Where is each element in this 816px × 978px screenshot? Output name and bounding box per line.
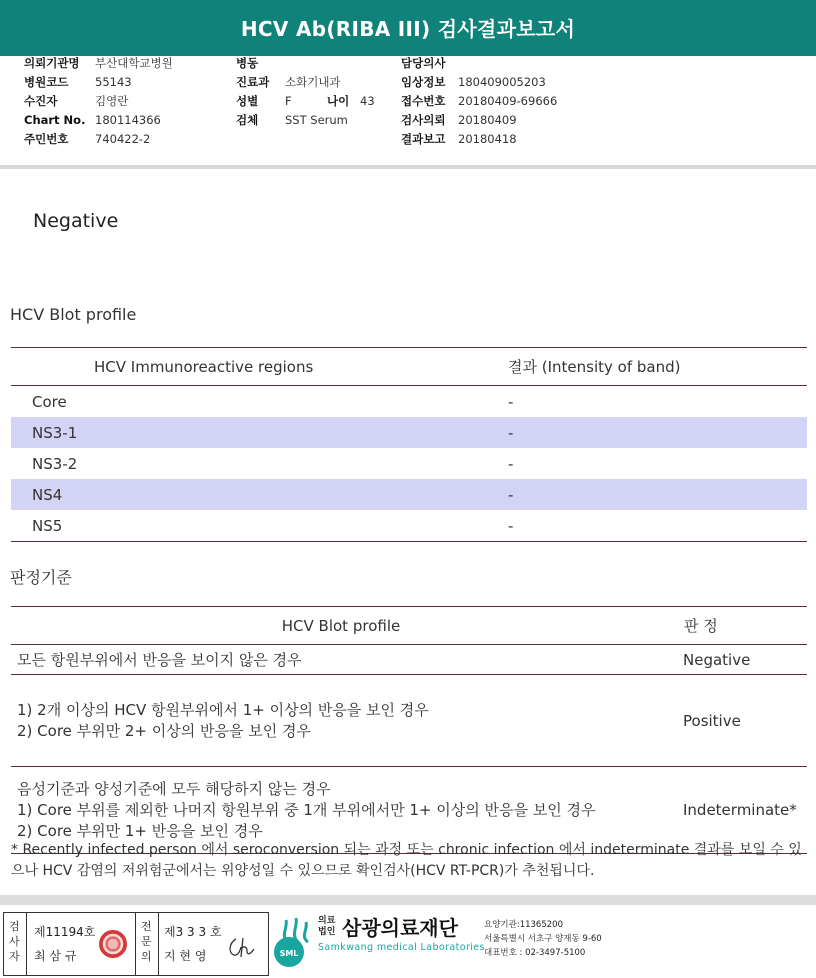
specialist-label-cell <box>135 913 159 975</box>
specimen-value: SST Serum <box>285 113 348 127</box>
report-title: HCV Ab(RIBA III) 검사결과보고서 <box>240 17 576 41</box>
org-phone: 대표번호 : 02-3497-5100 <box>484 948 586 958</box>
footer-separator <box>0 895 816 905</box>
blot-section-title: HCV Blot profile <box>10 305 137 324</box>
ward-label: 병동 <box>236 56 259 70</box>
criteria-cell <box>11 675 671 767</box>
result-cell: - <box>508 417 807 448</box>
region-cell: NS5 <box>11 510 508 542</box>
seal-icon <box>99 930 127 958</box>
institution-value: 부산대학교병원 <box>95 56 173 70</box>
physician-label: 담당의사 <box>401 56 446 70</box>
criteria-section-title: 판정기준 <box>10 568 72 587</box>
criteria-line: 음성기준과 양성기준에 모두 해당하지 않는 경우 <box>17 779 331 798</box>
sex-label: 성별 <box>236 94 259 108</box>
department-value: 소화기내과 <box>285 75 341 89</box>
chart-no-value: 180114366 <box>95 113 161 127</box>
result-cell: - <box>508 392 514 411</box>
report-header <box>0 0 816 56</box>
signature-box <box>3 912 269 976</box>
criteria-cell <box>11 645 671 675</box>
intensity-header: 결과 (Intensity of band) <box>508 348 807 386</box>
receipt-no-value: 20180409-69666 <box>458 94 558 108</box>
request-date-value: 20180409 <box>458 113 517 127</box>
patient-name-value: 김영란 <box>95 94 129 108</box>
table-row <box>11 645 807 675</box>
footnote: * Recently infected person 에서 seroconversion 되는 과정 또는 chronic infection 에서 indeterminate 결과를 보일 수 있으나 HCV 감염의 저위험군에서는 위양성일 수 있으므로 확인검사(HCV RT-PCR)가 추천됩니다. <box>11 842 802 879</box>
report-date-label: 결과보고 <box>401 132 446 146</box>
table-row <box>11 417 807 448</box>
verdict-cell: Positive <box>671 675 807 767</box>
department-label: 진료과 <box>236 75 270 89</box>
tester-label-cell <box>4 913 27 975</box>
clinical-info-label: 임상정보 <box>401 75 446 89</box>
verdict-cell: Negative <box>671 645 807 675</box>
specialist-no: 제3 3 3 호 <box>164 925 222 939</box>
table-row <box>11 479 807 510</box>
institution-label: 의뢰기관명 <box>24 56 80 70</box>
blot-profile-table <box>11 347 807 542</box>
profile-header: HCV Blot profile <box>11 607 671 645</box>
region-cell: Core <box>32 392 67 411</box>
result-cell: - <box>508 510 807 542</box>
table-row <box>11 510 807 542</box>
header-separator <box>0 165 816 169</box>
criteria-line: 2) Core 부위만 2+ 이상의 반응을 보인 경우 <box>17 721 311 740</box>
org-type: 의료법인 <box>318 916 336 937</box>
region-cell: NS3-1 <box>11 417 508 448</box>
region-cell: NS3-2 <box>32 454 78 473</box>
sex-value: F <box>285 94 292 108</box>
criteria-line: 모든 항원부위에서 반응을 보이지 않은 경우 <box>17 651 302 669</box>
patient-info-col1 <box>24 54 173 149</box>
patient-info-col2 <box>236 54 375 130</box>
sml-logo-icon <box>272 914 318 968</box>
criteria-line: 2) Core 부위만 1+ 반응을 보인 경우 <box>17 821 263 840</box>
criteria-line: 1) 2개 이상의 HCV 항원부위에서 1+ 이상의 반응을 보인 경우 <box>17 700 429 719</box>
patient-name-label: 수진자 <box>24 94 58 108</box>
chart-no-label: Chart No. <box>24 113 86 127</box>
org-address: 서울특별시 서초구 양재동 9-60 <box>484 934 602 944</box>
clinical-info-value: 180409005203 <box>458 75 546 89</box>
patient-info-col3 <box>401 54 557 149</box>
hospital-code-value: 55143 <box>95 75 132 89</box>
institution-code: 요양기관:11365200 <box>484 920 563 930</box>
specialist-name: 지 현 영 <box>164 949 207 963</box>
verdict-header: 판 정 <box>671 607 807 645</box>
verdict-cell: Indeterminate* <box>671 767 807 854</box>
result-cell: - <box>508 454 514 473</box>
sml-logo-text: SML <box>279 949 299 958</box>
resident-no-label: 주민번호 <box>24 132 69 146</box>
tester-name: 최 삼 규 <box>34 949 77 963</box>
age-label: 나이 <box>327 94 350 108</box>
criteria-line: 1) Core 부위를 제외한 나머지 항원부위 중 1개 부위에서만 1+ 이상의 반응을 보인 경우 <box>17 800 596 819</box>
specimen-label: 검체 <box>236 113 259 127</box>
table-row <box>11 675 807 767</box>
org-english-name: Samkwang medical Laboratories <box>318 942 485 953</box>
hospital-code-label: 병원코드 <box>24 75 69 89</box>
result-cell: - <box>508 479 807 510</box>
signature-icon <box>226 935 260 961</box>
org-name: 삼광의료재단 <box>342 916 458 940</box>
specialist-label: 전문의 <box>141 920 152 963</box>
tester-no: 제11194호 <box>34 925 96 939</box>
table-row <box>11 448 807 479</box>
table-row <box>11 386 807 418</box>
resident-no-value: 740422-2 <box>95 132 151 146</box>
receipt-no-label: 접수번호 <box>401 94 446 108</box>
request-date-label: 검사의뢰 <box>401 113 446 127</box>
overall-result: Negative <box>33 210 119 232</box>
regions-header: HCV Immunoreactive regions <box>11 348 508 386</box>
age-value: 43 <box>360 94 375 108</box>
region-cell: NS4 <box>11 479 508 510</box>
tester-label: 검사자 <box>9 920 20 963</box>
report-date-value: 20180418 <box>458 132 517 146</box>
criteria-table <box>11 606 807 854</box>
